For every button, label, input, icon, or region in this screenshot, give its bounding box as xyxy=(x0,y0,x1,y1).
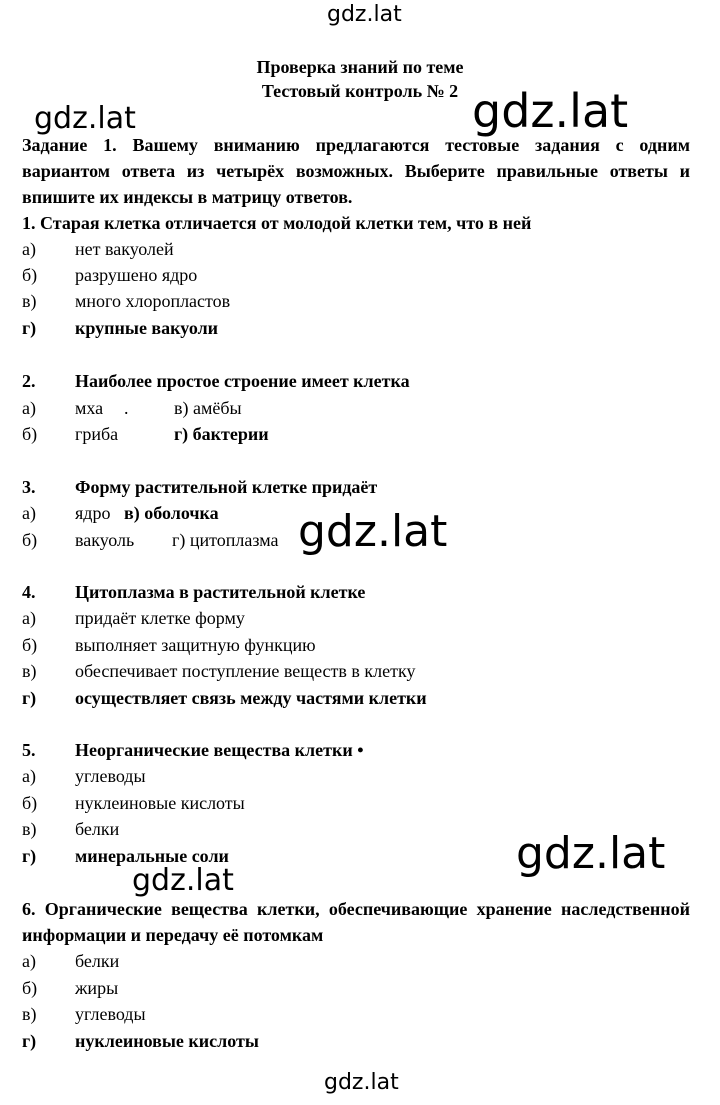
option-text-second: г) цитоплазма xyxy=(172,530,279,550)
option-text: нуклеиновые кислоты xyxy=(75,1031,259,1051)
option-text: углеводы xyxy=(75,766,146,786)
stray-dot: . xyxy=(124,398,129,418)
option-text: мха xyxy=(75,398,104,418)
question-text: Наиболее простое строение имеет клетка xyxy=(75,371,410,391)
question-text: Форму растительной клетке придаёт xyxy=(75,477,378,497)
watermark-overlay: gdz.lat xyxy=(472,84,629,138)
option-text: нет вакуолей xyxy=(75,239,174,259)
option-text: обеспечивает поступление веществ в клетку xyxy=(75,661,416,681)
watermark-bottom: gdz.lat xyxy=(324,1070,399,1095)
option-text: придаёт клетке форму xyxy=(75,608,245,628)
option-letter: а) xyxy=(22,503,36,523)
page-title: Проверка знаний по теме xyxy=(256,57,464,77)
option-letter: б) xyxy=(22,530,38,550)
option-text: осуществляет связь между частями клетки xyxy=(75,688,427,708)
watermark-overlay: gdz.lat xyxy=(34,101,136,136)
watermark-overlay: gdz.lat xyxy=(132,863,234,898)
option-text: нуклеиновые кислоты xyxy=(75,793,245,813)
option-letter: б) xyxy=(22,793,38,813)
option-letter: а) xyxy=(22,608,36,628)
option-text: вакуоль xyxy=(75,530,135,550)
watermark-overlay: gdz.lat xyxy=(298,506,448,557)
option-letter: б) xyxy=(22,265,38,285)
option-letter: г) xyxy=(22,1031,37,1051)
option-letter: а) xyxy=(22,239,36,259)
option-letter: в) xyxy=(22,291,37,311)
option-letter: г) xyxy=(22,688,37,708)
option-text: много хлоропластов xyxy=(75,291,231,311)
question-number: 4. xyxy=(22,582,36,602)
option-text: жиры xyxy=(75,978,119,998)
question-number: 2. xyxy=(22,371,36,391)
option-text: разрушено ядро xyxy=(75,265,198,285)
option-text: белки xyxy=(75,951,120,971)
question-number: 3. xyxy=(22,477,36,497)
option-letter: а) xyxy=(22,766,36,786)
option-text: выполняет защитную функцию xyxy=(75,635,316,655)
option-text: ядро xyxy=(75,503,111,523)
option-letter: г) xyxy=(22,846,37,866)
page-subtitle: Тестовый контроль № 2 xyxy=(261,81,459,101)
option-text: белки xyxy=(75,819,120,839)
option-letter: а) xyxy=(22,398,36,418)
option-text: крупные вакуоли xyxy=(75,318,219,338)
option-text-second-correct: г) бактерии xyxy=(174,424,269,444)
option-text: углеводы xyxy=(75,1004,146,1024)
question-text: Цитоплазма в растительной клетке xyxy=(75,582,366,602)
option-letter: в) xyxy=(22,819,37,839)
question-text: Неорганические вещества клетки • xyxy=(75,740,364,760)
option-text: минеральные соли xyxy=(75,846,229,866)
option-letter: б) xyxy=(22,635,38,655)
task-instruction: Задание 1. Вашему вниманию предлагаются тестовые задания с одним вариантом ответа из четырёх возможных. Выберите правильные ответы и впишите их индексы в матрицу ответов. xyxy=(22,135,690,207)
option-letter: в) xyxy=(22,661,37,681)
watermark-overlay: gdz.lat xyxy=(516,828,666,879)
question-6-text: 6. Органические вещества клетки, обеспечивающие хранение наследственной информации и передачу её потомкам xyxy=(22,899,690,945)
option-text-second-correct: в) оболочка xyxy=(124,503,219,523)
watermark-top: gdz.lat xyxy=(327,2,402,27)
question-1-text: 1. Старая клетка отличается от молодой клетки тем, что в ней xyxy=(22,213,532,233)
option-letter: б) xyxy=(22,978,38,998)
option-letter: г) xyxy=(22,318,37,338)
option-text: гриба xyxy=(75,424,119,444)
option-letter: а) xyxy=(22,951,36,971)
option-text-second: в) амёбы xyxy=(174,398,242,418)
option-letter: в) xyxy=(22,1004,37,1024)
option-letter: б) xyxy=(22,424,38,444)
question-number: 5. xyxy=(22,740,36,760)
